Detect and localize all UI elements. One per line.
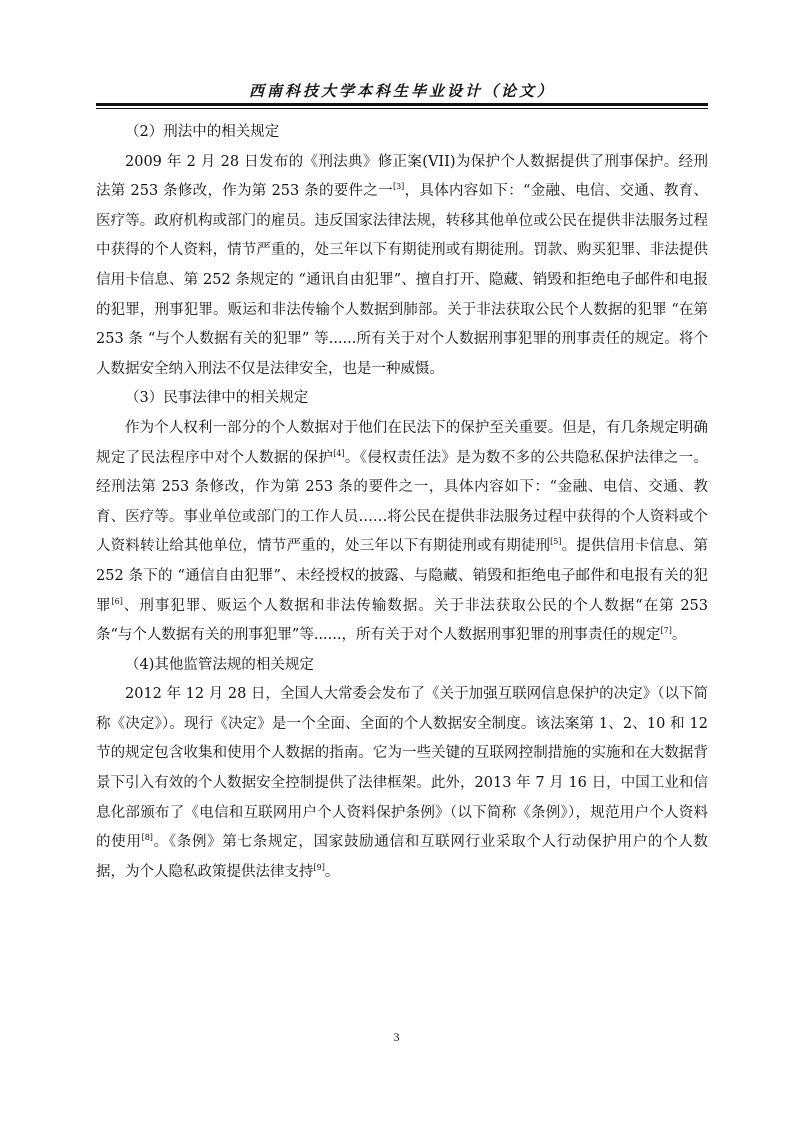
text-run: 。: [324, 863, 340, 880]
text-run: 。《条例》第七条规定，国家鼓励通信和互联网行业采取个人行动保护用户的个人数据，为个人隐私政策提供法律支持: [96, 834, 708, 880]
citation-9: [9]: [313, 863, 325, 873]
citation-7: [7]: [660, 626, 672, 636]
section-heading-criminal-law: （2）刑法中的相关规定: [125, 124, 280, 140]
paragraph-civil-law: [96, 414, 708, 651]
header-rule-thin: [96, 108, 708, 109]
page-number: 3: [393, 1030, 400, 1044]
text-run: 2009 年 2 月 28 日发布的《刑法典》修正案(VII)为保护个人数据提供了刑事保护。经刑法第 253 条修改，作为第 253 条的要件之一: [96, 153, 708, 200]
citation-6: [6]: [111, 596, 123, 606]
citation-5: [5]: [550, 537, 562, 547]
section-heading-other-regulations: （4)其他监管法规的相关规定: [125, 656, 314, 673]
running-header: 西南科技大学本科生毕业设计（论文）: [248, 82, 555, 100]
text-run: 。提供信用卡信息、第 252 条下的 “通信自由犯罪”、未经授权的披露、与隐藏、销毁和拒绝电子邮件和电报有关的犯罪: [96, 538, 709, 614]
section-heading-civil-law: （3）民事法律中的相关规定: [125, 390, 309, 407]
text-run: 作为个人权利一部分的个人数据对于他们在民法下的保护至关重要。但是，有几条规定明确规定了民法程序中对个人数据的保护: [96, 419, 708, 466]
text-run: 。《侵权责任法》是为数不多的公共隐私保护法律之一。经刑法第 253 条修改，作为第 253 条的要件之一，具体内容如下：“金融、电信、交通、教育、医疗等。事业单位或部门的工作人员……将公民在提供非法服务过程中获得的个人资料或个人资料转让给其他单位，情节严重的，处三年以下有期徒刑或有期徒刑: [96, 449, 709, 555]
header-rule-thick: [96, 103, 708, 106]
citation-3: [3]: [392, 182, 405, 192]
text-run: 、刑事犯罪、贩运个人数据和非法传输数据。关于非法获取公民的个人数据“在第 253 条“与个人数据有关的刑事犯罪”等......，所有关于对个人数据刑事犯罪的刑事责任的规定: [96, 597, 708, 644]
paragraph-criminal-law: [96, 148, 708, 385]
citation-8: [8]: [141, 833, 153, 843]
text-run: ，具体内容如下：“金融、电信、交通、教育、医疗等。政府机构或部门的雇员。违反国家法律法规，转移其他单位或公民在提供非法服务过程中获得的个人资料，情节严重的，处三年以下有期徒刑或有期徒刑。罚款、购买犯罪、非法提供信用卡信息、第 252 条规定的 “通讯自由犯罪”、擅自打开、隐藏、销毁和拒绝电子邮件和电报的犯罪，刑事犯罪。贩运和非法传输个人数据到肺部。关于非法获取公民个人数据的犯罪 “在第 253 条 “与个人数据有关的犯罪” 等......所有关于对个人数据刑事犯罪的刑事责任的规定。将个人数据安全纳入刑法不仅是法律安全，也是一种威慑。: [96, 183, 708, 377]
text-run: 2012 年 12 月 28 日，全国人大常委会发布了《关于加强互联网信息保护的决定》（以下简称《决定》）。现行《决定》是一个全面、全面的个人数据安全制度。该法案第 1、2、10 和 12 节的规定包含收集和使用个人数据的指南。它为一些关键的互联网控制措施的实施和在大数据背景下引入有效的个人数据安全控制提供了法律框架。此外，2013 年 7 月 16 日，中国工业和信息化部颁布了《电信和互联网用户个人资料保护条例》（以下简称《条例》），规范用户个人资料的使用: [96, 686, 708, 851]
body-text: [96, 118, 708, 887]
text-run: 。: [671, 627, 687, 644]
citation-4: [4]: [333, 448, 345, 458]
paragraph-other-regulations: [96, 680, 708, 887]
